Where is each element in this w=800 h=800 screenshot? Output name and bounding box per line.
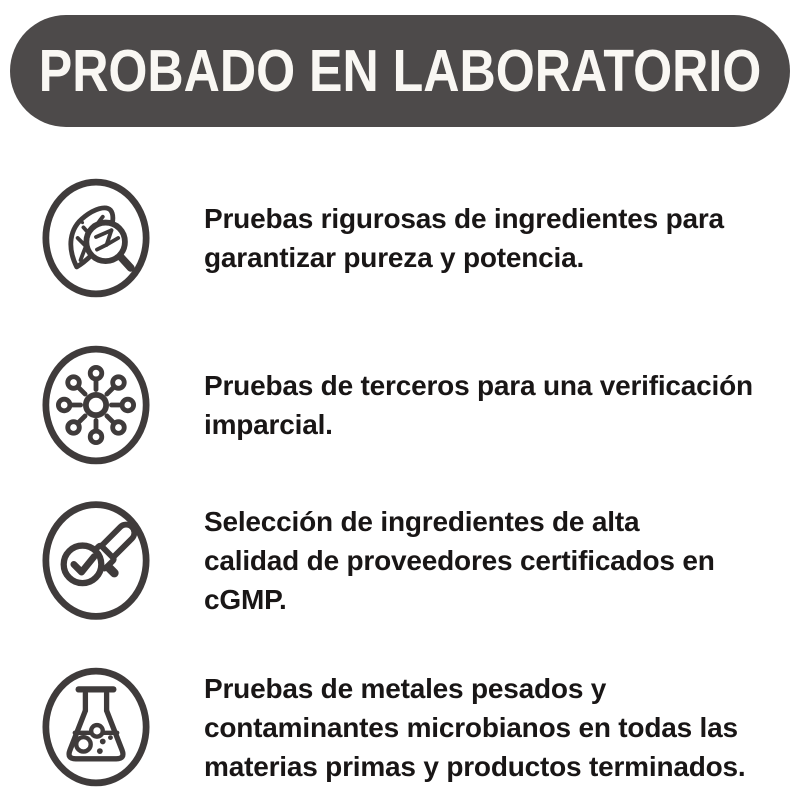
- magnifier-check-icon: [42, 500, 150, 621]
- page-title: PROBADO EN LABORATORIO: [38, 38, 762, 104]
- network-nodes-icon: [42, 343, 150, 467]
- feature-row-contaminant-testing: [42, 664, 764, 790]
- leaf-magnifier-icon: [42, 177, 150, 299]
- feature-text-line: contaminantes microbianos en todas las: [204, 711, 738, 743]
- feature-text-line: garantizar pureza y potencia.: [204, 242, 585, 273]
- feature-text-line: Pruebas rigurosas de ingredientes para: [204, 203, 724, 234]
- feature-row-third-party-testing: [42, 343, 764, 467]
- feature-text-line: Selección de ingredientes de alta: [204, 506, 640, 537]
- feature-text: [204, 502, 764, 619]
- feature-text: [204, 199, 764, 277]
- feature-text: [204, 669, 764, 786]
- feature-text-line: Pruebas de terceros para una verificación: [204, 370, 753, 401]
- lab-flask-icon: [42, 664, 150, 790]
- feature-row-ingredient-testing: [42, 177, 764, 299]
- feature-text-line: calidad de proveedores certificados en: [204, 545, 715, 576]
- feature-text-line: cGMP.: [204, 584, 287, 615]
- feature-text: [204, 366, 764, 444]
- feature-text-line: Pruebas de metales pesados y: [204, 672, 607, 704]
- feature-row-cgmp-suppliers: [42, 500, 764, 621]
- feature-text-line: imparcial.: [204, 409, 333, 440]
- header-banner: [10, 15, 790, 127]
- feature-text-line: materias primas y productos terminados.: [204, 750, 746, 782]
